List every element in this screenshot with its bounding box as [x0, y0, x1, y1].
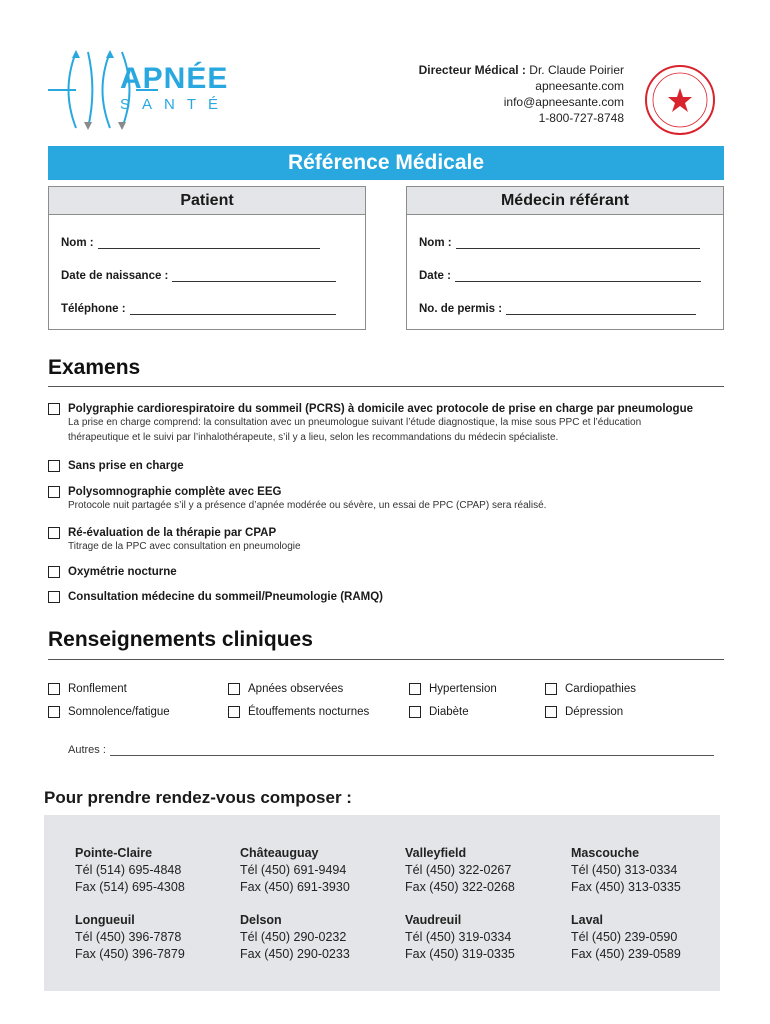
location-fax: Fax (450) 239-0589	[571, 947, 681, 961]
brand-name-line1: APNÉE	[120, 62, 229, 95]
appointments-title: Pour prendre rendez-vous composer :	[44, 788, 352, 807]
location-city: Mascouche	[571, 846, 640, 860]
location-valleyfield	[405, 845, 515, 896]
exam-pcrs-label: Polygraphie cardiorespiratoire du sommeil (PCRS) à domicile avec protocole de prise en charge par pneumologue	[68, 403, 693, 415]
exams-divider	[48, 386, 724, 387]
somnolence-checkbox[interactable]	[48, 706, 60, 718]
location-tel[interactable]: Tél (450) 691-9494	[240, 863, 347, 877]
location-fax: Fax (450) 319-0335	[405, 947, 515, 961]
exam-psg-desc: Protocole nuit partagée s’il y a présence d’apnée modérée ou sévère, un essai de PPC (CPAP) sera réalisé.	[68, 500, 547, 511]
exam-item-oximetry	[48, 566, 728, 578]
location-city: Laval	[571, 913, 603, 927]
clinical-item-cardiopathies	[545, 683, 636, 695]
depression-checkbox[interactable]	[545, 706, 557, 718]
exam-cpap-checkbox[interactable]	[48, 527, 60, 539]
clinical-item-choking	[228, 706, 369, 718]
diabetes-label: Diabète	[429, 706, 469, 718]
referring-doctor-box	[406, 186, 724, 330]
exam-cpap-desc: Titrage de la PPC avec consultation en pneumologie	[68, 541, 301, 552]
location-laval	[571, 912, 681, 963]
location-longueuil	[75, 912, 185, 963]
choking-label: Étouffements nocturnes	[248, 706, 370, 718]
clinical-title: Renseignements cliniques	[48, 628, 313, 651]
patient-name-label: Nom :	[61, 237, 94, 249]
exam-item-psg	[48, 486, 728, 513]
accreditation-seal-icon	[644, 64, 716, 136]
location-fax: Fax (450) 322-0268	[405, 880, 515, 894]
location-city: Pointe-Claire	[75, 846, 153, 860]
choking-checkbox[interactable]	[228, 706, 240, 718]
location-fax: Fax (450) 691-3930	[240, 880, 350, 894]
location-city: Longueuil	[75, 913, 135, 927]
others-field[interactable]	[68, 744, 714, 756]
patient-phone-field[interactable]	[61, 303, 336, 315]
location-fax: Fax (450) 313-0335	[571, 880, 681, 894]
doctor-date-label: Date :	[419, 270, 451, 282]
exam-pcrs-desc-1: La prise en charge comprend: la consultation avec un pneumologue suivant l’étude diagnostique, la mise sous PPC et l’éducation	[68, 417, 642, 428]
location-city: Valleyfield	[405, 846, 467, 860]
exam-item-no-followup	[48, 460, 728, 472]
location-tel[interactable]: Tél (450) 239-0590	[571, 930, 678, 944]
contact-block	[419, 62, 624, 126]
location-tel[interactable]: Tél (450) 322-0267	[405, 863, 512, 877]
patient-box-title: Patient	[49, 187, 365, 215]
cardiopathies-checkbox[interactable]	[545, 683, 557, 695]
location-delson	[240, 912, 350, 963]
doctor-name-label: Nom :	[419, 237, 452, 249]
location-fax: Fax (450) 396-7879	[75, 947, 185, 961]
exam-consultation-label: Consultation médecine du sommeil/Pneumologie (RAMQ)	[68, 591, 383, 603]
exam-item-consultation	[48, 591, 728, 603]
location-mascouche	[571, 845, 681, 896]
exam-item-pcrs	[48, 403, 728, 445]
doctor-permit-field[interactable]	[419, 303, 696, 315]
location-fax: Fax (450) 290-0233	[240, 947, 350, 961]
patient-box	[48, 186, 366, 330]
patient-name-field[interactable]	[61, 237, 320, 249]
website[interactable]: apneesante.com	[535, 79, 624, 93]
location-chateauguay	[240, 845, 350, 896]
location-tel[interactable]: Tél (450) 396-7878	[75, 930, 182, 944]
patient-dob-field[interactable]	[61, 270, 336, 282]
location-tel[interactable]: Tél (450) 319-0334	[405, 930, 512, 944]
patient-dob-label: Date de naissance :	[61, 270, 169, 282]
depression-label: Dépression	[565, 706, 624, 718]
others-label: Autres :	[68, 744, 106, 756]
observed-apnea-label: Apnées observées	[248, 683, 344, 695]
exam-pcrs-desc-2: thérapeutique et le suivi par l’inhalothérapeute, s’il y a lieu, selon les recommandations du médecin spécialiste.	[68, 432, 559, 443]
somnolence-label: Somnolence/fatigue	[68, 706, 170, 718]
location-city: Châteauguay	[240, 846, 319, 860]
exam-item-cpap	[48, 527, 728, 554]
clinical-item-hypertension	[409, 683, 497, 695]
clinical-item-diabetes	[409, 706, 469, 718]
locations-panel	[44, 815, 720, 991]
phone[interactable]: 1-800-727-8748	[538, 111, 624, 125]
location-city: Delson	[240, 913, 282, 927]
exam-oximetry-label: Oxymétrie nocturne	[68, 566, 177, 578]
doctor-date-field[interactable]	[419, 270, 701, 282]
hypertension-label: Hypertension	[429, 683, 497, 695]
exam-no-followup-checkbox[interactable]	[48, 460, 60, 472]
doctor-name-field[interactable]	[419, 237, 700, 249]
exam-oximetry-checkbox[interactable]	[48, 566, 60, 578]
clinical-item-observed-apnea	[228, 683, 343, 695]
location-tel[interactable]: Tél (450) 290-0232	[240, 930, 347, 944]
patient-phone-label: Téléphone :	[61, 303, 126, 315]
director-label: Directeur Médical :	[418, 63, 526, 77]
email[interactable]: info@apneesante.com	[503, 95, 624, 109]
location-pointe-claire	[75, 845, 185, 896]
location-tel[interactable]: Tél (514) 695-4848	[75, 863, 182, 877]
diabetes-checkbox[interactable]	[409, 706, 421, 718]
snoring-label: Ronflement	[68, 683, 127, 695]
doctor-permit-label: No. de permis :	[419, 303, 503, 315]
location-fax: Fax (514) 695-4308	[75, 880, 185, 894]
exams-title: Examens	[48, 356, 141, 379]
clinical-item-depression	[545, 706, 623, 718]
exam-psg-label: Polysomnographie complète avec EEG	[68, 486, 282, 498]
brand-wordmark	[120, 64, 230, 114]
location-vaudreuil	[405, 912, 515, 963]
exam-consultation-checkbox[interactable]	[48, 591, 60, 603]
snoring-checkbox[interactable]	[48, 683, 60, 695]
clinical-divider	[48, 659, 724, 660]
form-title-banner: Référence Médicale	[48, 146, 724, 180]
location-tel[interactable]: Tél (450) 313-0334	[571, 863, 678, 877]
location-city: Vaudreuil	[405, 913, 462, 927]
exam-pcrs-checkbox[interactable]	[48, 403, 60, 415]
brand-name-line2: SANTÉ	[120, 96, 231, 113]
director-name: Dr. Claude Poirier	[529, 63, 624, 77]
observed-apnea-checkbox[interactable]	[228, 683, 240, 695]
exam-no-followup-label: Sans prise en charge	[68, 460, 184, 472]
exam-psg-checkbox[interactable]	[48, 486, 60, 498]
doctor-box-title: Médecin référant	[407, 187, 723, 215]
cardiopathies-label: Cardiopathies	[565, 683, 636, 695]
exam-cpap-label: Ré-évaluation de la thérapie par CPAP	[68, 527, 277, 539]
clinical-item-somnolence	[48, 706, 170, 718]
clinical-item-snoring	[48, 683, 127, 695]
hypertension-checkbox[interactable]	[409, 683, 421, 695]
